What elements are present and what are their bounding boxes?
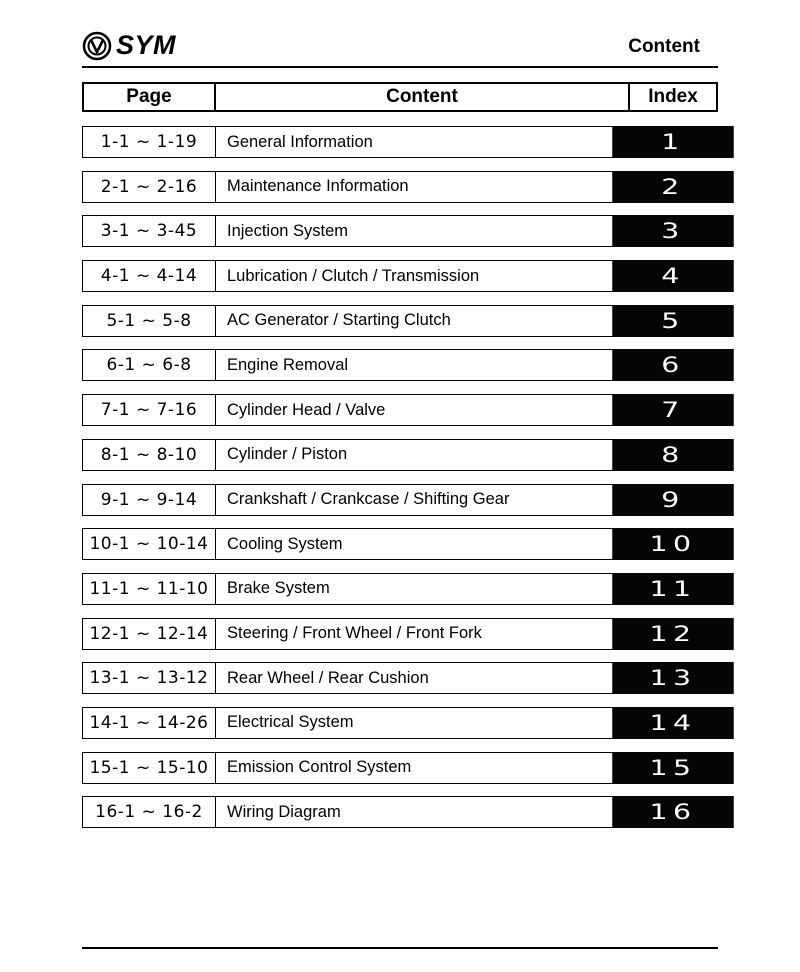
- table-row[interactable]: [82, 349, 718, 381]
- table-row[interactable]: [82, 707, 718, 739]
- index-number: 7: [661, 398, 685, 423]
- table-row[interactable]: [82, 126, 718, 158]
- section-title[interactable]: Wiring Diagram: [216, 796, 628, 828]
- table-row[interactable]: [82, 752, 718, 784]
- page-range: 1-1 ~ 1-19: [82, 126, 216, 158]
- index-tab[interactable]: [612, 707, 734, 739]
- index-number: 12: [649, 621, 697, 646]
- index-number: 11: [649, 576, 697, 601]
- index-tab[interactable]: [612, 752, 734, 784]
- table-row[interactable]: [82, 618, 718, 650]
- page-range: 4-1 ~ 4-14: [82, 260, 216, 292]
- index-number: 3: [661, 219, 685, 244]
- section-title[interactable]: Cooling System: [216, 528, 628, 560]
- logo-wordmark: SYM: [116, 30, 177, 60]
- table-row[interactable]: [82, 394, 718, 426]
- page-range: 10-1 ~ 10-14: [82, 528, 216, 560]
- page-range: 11-1 ~ 11-10: [82, 573, 216, 605]
- section-title[interactable]: Injection System: [216, 215, 628, 247]
- index-tab[interactable]: [612, 573, 734, 605]
- index-tab[interactable]: [612, 528, 734, 560]
- index-number: 16: [649, 800, 697, 825]
- page-header: [82, 28, 718, 68]
- column-header-index: Index: [648, 86, 698, 107]
- index-number: 14: [649, 710, 697, 735]
- page-range: 3-1 ~ 3-45: [82, 215, 216, 247]
- index-number: 13: [649, 666, 697, 691]
- table-row[interactable]: [82, 796, 718, 828]
- section-title[interactable]: Rear Wheel / Rear Cushion: [216, 662, 628, 694]
- section-title[interactable]: Lubrication / Clutch / Transmission: [216, 260, 628, 292]
- table-row[interactable]: [82, 260, 718, 292]
- page-range: 13-1 ~ 13-12: [82, 662, 216, 694]
- section-title[interactable]: Maintenance Information: [216, 171, 628, 203]
- page-range: 9-1 ~ 9-14: [82, 484, 216, 516]
- table-row[interactable]: [82, 171, 718, 203]
- page-range: 6-1 ~ 6-8: [82, 349, 216, 381]
- index-tab[interactable]: [612, 260, 734, 292]
- table-row[interactable]: [82, 484, 718, 516]
- index-tab[interactable]: [612, 662, 734, 694]
- page-range: 5-1 ~ 5-8: [82, 305, 216, 337]
- index-number: 6: [661, 353, 685, 378]
- section-title[interactable]: AC Generator / Starting Clutch: [216, 305, 628, 337]
- column-header-content: Content: [216, 84, 630, 110]
- table-row[interactable]: [82, 573, 718, 605]
- index-tab[interactable]: [612, 349, 734, 381]
- section-title[interactable]: Crankshaft / Crankcase / Shifting Gear: [216, 484, 628, 516]
- index-tab[interactable]: [612, 484, 734, 516]
- brand-logo: [82, 30, 176, 61]
- table-row[interactable]: [82, 662, 718, 694]
- index-tab[interactable]: [612, 171, 734, 203]
- index-number: 9: [661, 487, 685, 512]
- section-title[interactable]: Engine Removal: [216, 349, 628, 381]
- section-title[interactable]: Emission Control System: [216, 752, 628, 784]
- index-tab[interactable]: [612, 796, 734, 828]
- index-tab[interactable]: [612, 439, 734, 471]
- index-number: 8: [661, 442, 685, 467]
- column-header-page: Page: [84, 84, 216, 110]
- table-row[interactable]: [82, 528, 718, 560]
- contents-table: [82, 126, 718, 841]
- section-title[interactable]: Cylinder / Piston: [216, 439, 628, 471]
- index-number: 10: [649, 532, 697, 557]
- page-range: 16-1 ~ 16-2: [82, 796, 216, 828]
- section-title[interactable]: Cylinder Head / Valve: [216, 394, 628, 426]
- index-tab[interactable]: [612, 215, 734, 247]
- index-tab[interactable]: [612, 305, 734, 337]
- section-title[interactable]: Electrical System: [216, 707, 628, 739]
- page-range: 8-1 ~ 8-10: [82, 439, 216, 471]
- index-tab[interactable]: [612, 394, 734, 426]
- sym-emblem-icon: [82, 31, 112, 61]
- table-header: [82, 82, 718, 112]
- section-title[interactable]: General Information: [216, 126, 628, 158]
- index-number: 1: [661, 130, 685, 154]
- page-range: 2-1 ~ 2-16: [82, 171, 216, 203]
- page-range: 14-1 ~ 14-26: [82, 707, 216, 739]
- index-number: 2: [661, 174, 685, 199]
- index-number: 5: [661, 308, 685, 333]
- page-range: 12-1 ~ 12-14: [82, 618, 216, 650]
- index-tab[interactable]: [612, 618, 734, 650]
- index-number: 15: [649, 755, 697, 780]
- section-title[interactable]: Steering / Front Wheel / Front Fork: [216, 618, 628, 650]
- index-tab[interactable]: [612, 126, 734, 158]
- table-row[interactable]: [82, 305, 718, 337]
- table-row[interactable]: [82, 215, 718, 247]
- section-title[interactable]: Brake System: [216, 573, 628, 605]
- page-range: 7-1 ~ 7-16: [82, 394, 216, 426]
- index-number: 4: [661, 264, 685, 289]
- page-title: Content: [628, 36, 700, 57]
- footer-rule: [82, 947, 718, 949]
- page-range: 15-1 ~ 15-10: [82, 752, 216, 784]
- table-row[interactable]: [82, 439, 718, 471]
